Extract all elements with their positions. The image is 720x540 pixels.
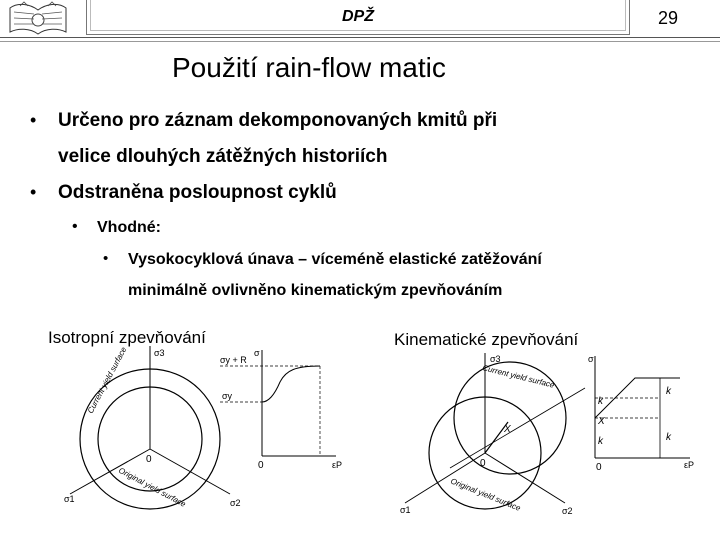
- label-k2: k: [598, 436, 603, 447]
- sub-sub-bullet-dot: •: [103, 250, 109, 267]
- label-s2: σ2: [230, 498, 241, 508]
- slide-title: Použití rain-flow matic: [172, 52, 446, 83]
- label-original: Original yield surface: [449, 476, 522, 513]
- label-current: Current yield surface: [481, 363, 556, 390]
- s1-axis: [405, 453, 485, 503]
- label-zero-a: 0: [480, 458, 486, 469]
- header-rule-1: [0, 37, 720, 38]
- bullet-dot: •: [30, 110, 37, 130]
- label-sy-r: σy + R: [220, 355, 247, 365]
- sub-sub-bullet-line-1: Vysokocyklová únava – víceméně elastické zatěžování: [128, 251, 542, 268]
- label-k3: k: [666, 386, 671, 397]
- label-s1: σ1: [400, 505, 411, 515]
- university-seal-icon: [0, 0, 78, 40]
- slide-header: [0, 0, 720, 40]
- page-number: 29: [658, 8, 679, 28]
- label-s3: σ3: [154, 348, 165, 358]
- sub-bullet: Vhodné:: [97, 219, 161, 236]
- kinematic-hardening-diagram: [390, 348, 710, 534]
- header-rule-2: [0, 41, 720, 42]
- header-title-bar: [86, 0, 630, 35]
- right-figure-caption: Kinematické zpevňování: [394, 330, 579, 349]
- label-X2: X: [598, 416, 605, 427]
- hardening-curve: [262, 366, 320, 402]
- left-figure-caption: Isotropní zpevňování: [48, 328, 206, 347]
- label-zero-a: 0: [146, 454, 152, 465]
- bullet-1-line-1: Určeno pro záznam dekomponovaných kmitů při: [58, 110, 498, 131]
- label-sigma: σ: [254, 348, 260, 358]
- bullet-2: Odstraněna posloupnost cyklů: [58, 182, 337, 203]
- bullet-dot: •: [30, 182, 37, 202]
- label-zero-b: 0: [258, 460, 264, 471]
- label-original: Original yield surface: [117, 465, 188, 509]
- label-sy: σy: [222, 391, 233, 401]
- label-eps: εP: [332, 460, 343, 470]
- label-s2: σ2: [562, 506, 573, 516]
- isotropic-hardening-diagram: [40, 344, 360, 534]
- label-s1: σ1: [64, 494, 75, 504]
- sub-sub-bullet-line-2: minimálně ovlivněno kinematickým zpevňováním: [128, 282, 503, 299]
- label-eps: εP: [684, 460, 695, 470]
- label-k4: k: [666, 432, 671, 443]
- label-X: X: [504, 424, 511, 435]
- sub-bullet-dot: •: [72, 218, 78, 235]
- header-title: DPŽ: [342, 8, 374, 25]
- label-s3: σ3: [490, 354, 501, 364]
- label-zero-b: 0: [596, 462, 602, 473]
- label-k1: k: [598, 396, 603, 407]
- bullet-1-line-2: velice dlouhých zátěžných historiích: [58, 146, 388, 167]
- label-sigma: σ: [588, 354, 594, 364]
- label-current: Current yield surface: [85, 345, 129, 415]
